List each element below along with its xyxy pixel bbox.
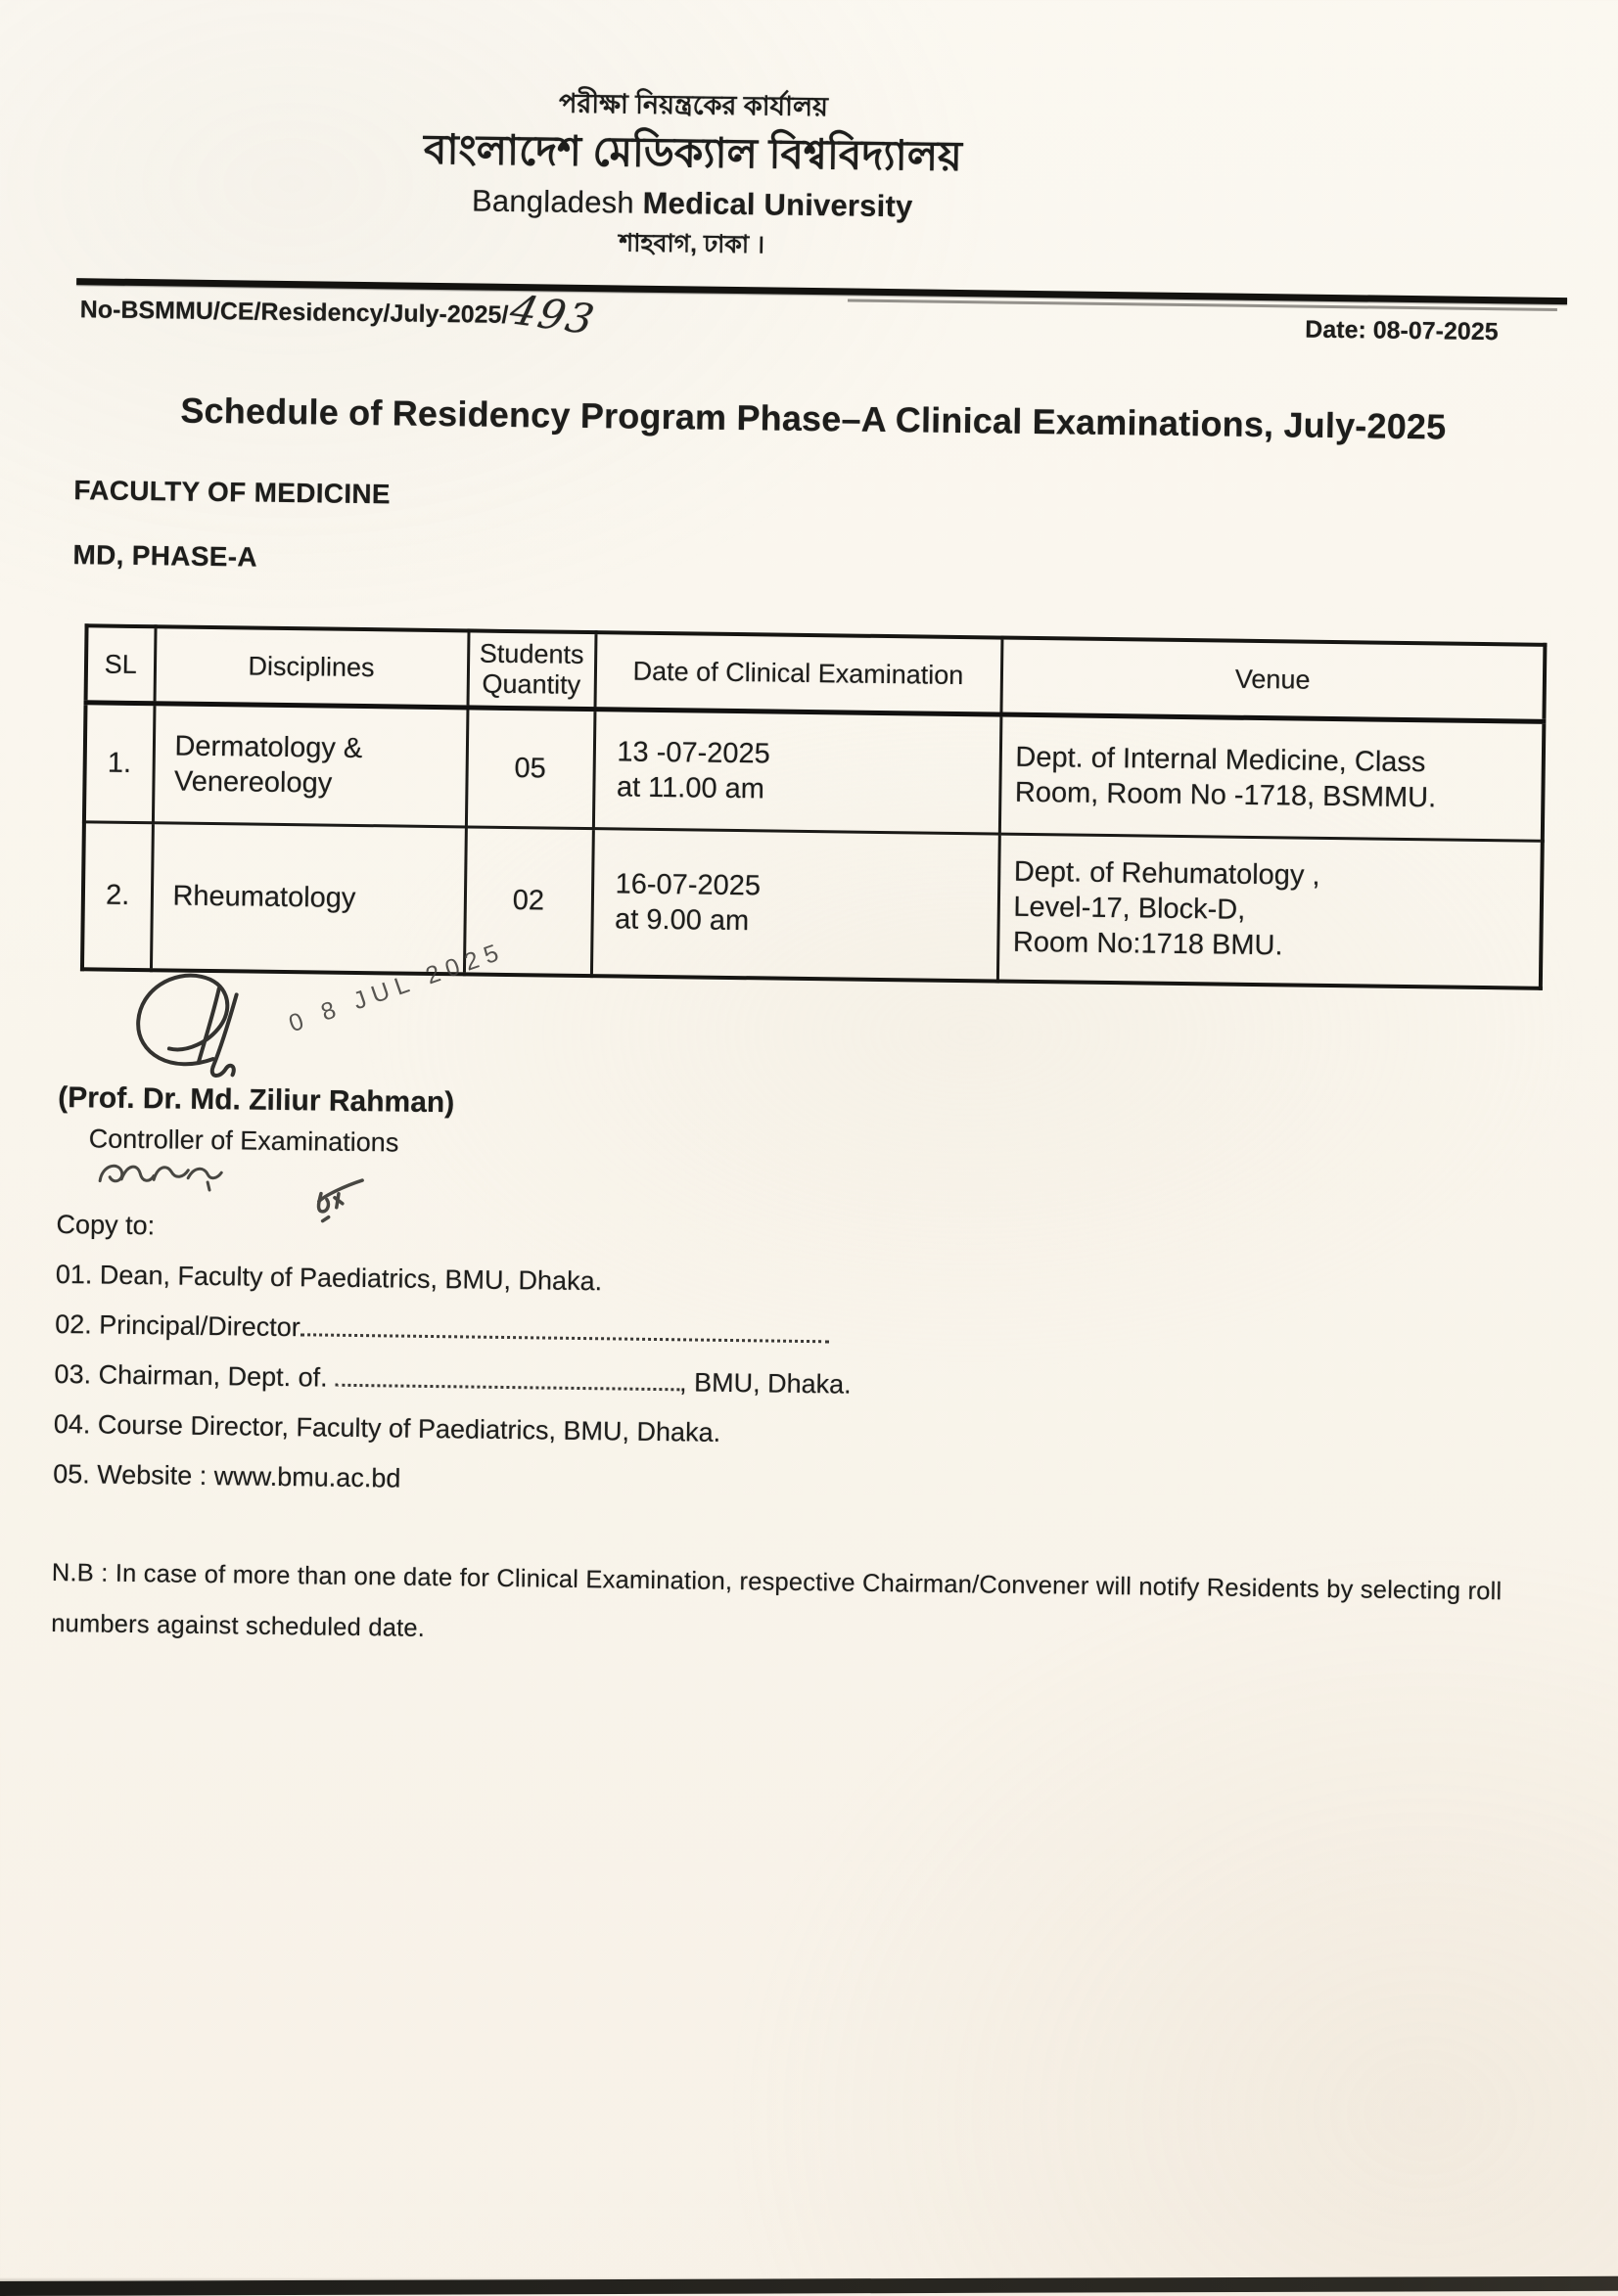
small-ink-mark bbox=[305, 1171, 375, 1226]
university-name-bengali: বাংলাদেশ মেডিক্যাল বিশ্ববিদ্যালয় bbox=[423, 125, 963, 179]
copy-to-item-3-text: 03. Chairman, Dept. of. bbox=[54, 1358, 336, 1393]
page-title: Schedule of Residency Program Phase–A Clinical Examinations, July-2025 bbox=[180, 390, 1447, 447]
column-header-date: Date of Clinical Examination bbox=[594, 632, 1001, 714]
cell-discipline: Rheumatology bbox=[151, 823, 466, 974]
signatory-designation: Controller of Examinations bbox=[88, 1123, 399, 1158]
column-header-sl: SL bbox=[86, 625, 156, 703]
cell-venue: Dept. of Internal Medicine, Class Room, Room No -1718, BSMMU. bbox=[999, 714, 1545, 841]
cell-discipline: Dermatology & Venereology bbox=[153, 704, 468, 827]
copy-to-item-2-text: 02. Principal/Director bbox=[55, 1309, 300, 1342]
copy-to-item-2 bbox=[55, 1307, 1610, 1360]
column-header-disciplines: Disciplines bbox=[155, 626, 469, 708]
bengali-initial-scribble bbox=[92, 1151, 240, 1200]
document-date: Date: 08-07-2025 bbox=[1305, 315, 1499, 346]
reference-number-handwritten: 493 bbox=[504, 285, 601, 344]
nb-note: N.B : In case of more than one date for Clinical Examination, respective Chairman/Convener will notify Residents by selecting roll numbers against scheduled date. bbox=[51, 1558, 1502, 1642]
date-stamp: 0 8 JUL 2025 bbox=[285, 936, 509, 1037]
faculty-heading: FACULTY OF MEDICINE bbox=[73, 475, 392, 510]
letterhead bbox=[7, 0, 1380, 268]
signatory-name: (Prof. Dr. Md. Ziliur Rahman) bbox=[58, 1080, 455, 1119]
copy-to-item-3 bbox=[54, 1356, 1609, 1410]
cell-quantity: 02 bbox=[464, 827, 593, 976]
cell-exam-date: 16-07-2025 at 9.00 am bbox=[591, 829, 999, 981]
column-header-students-quantity: Students Quantity bbox=[467, 630, 595, 709]
cell-sl: 1. bbox=[84, 703, 155, 823]
signature-area bbox=[0, 936, 1615, 1101]
cell-exam-date: 13 -07-2025 at 11.00 am bbox=[593, 710, 1001, 834]
university-name-english-prefix: Bangladesh bbox=[471, 183, 643, 220]
copy-to-item-5: 05. Website : www.bmu.ac.bd bbox=[53, 1458, 401, 1493]
copy-to-item-3-suffix: , BMU, Dhaka. bbox=[678, 1366, 852, 1400]
reference-number bbox=[79, 285, 601, 344]
university-name-english-bold: Medical University bbox=[642, 185, 913, 224]
dotted-leader bbox=[335, 1383, 679, 1391]
copy-to-item-1: 01. Dean, Faculty of Paediatrics, BMU, Dhaka. bbox=[55, 1259, 603, 1296]
cell-sl: 2. bbox=[82, 822, 153, 970]
copy-to-label: Copy to: bbox=[56, 1209, 156, 1240]
office-name-bengali: পরীক্ষা নিয়ন্ত্রকের কার্যালয় bbox=[558, 88, 829, 122]
copy-to-item-4: 04. Course Director, Faculty of Paediatrics, BMU, Dhaka. bbox=[53, 1408, 721, 1447]
dotted-leader bbox=[300, 1333, 829, 1343]
university-location-bengali: শাহবাগ, ঢাকা । bbox=[619, 229, 765, 259]
program-heading: MD, PHASE-A bbox=[72, 539, 258, 573]
signature-scribble bbox=[117, 963, 315, 1088]
table-row bbox=[84, 703, 1544, 841]
exam-schedule-table bbox=[80, 623, 1548, 989]
cell-quantity: 05 bbox=[466, 708, 595, 829]
table-row bbox=[82, 822, 1543, 987]
column-header-venue: Venue bbox=[1000, 638, 1545, 722]
reference-number-printed: No-BSMMU/CE/Residency/July-2025/ bbox=[79, 296, 509, 329]
cell-venue: Dept. of Rehumatology , Level-17, Block-D, Room No:1718 BMU. bbox=[997, 834, 1543, 987]
